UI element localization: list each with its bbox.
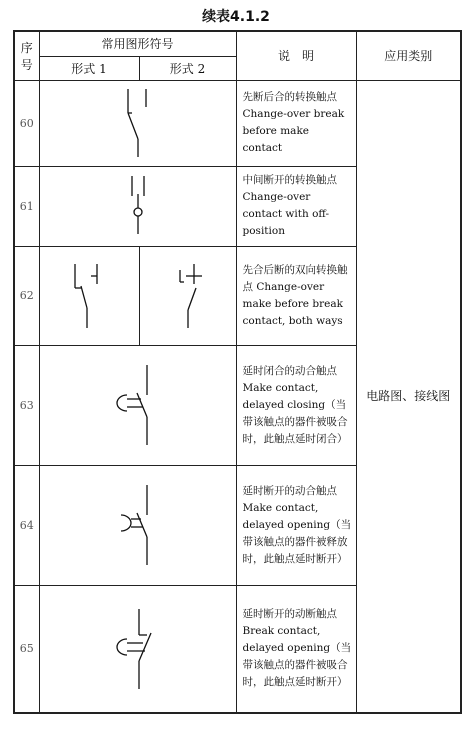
header-category: 应用类别: [356, 31, 461, 80]
header-seq-bottom: 号: [20, 57, 33, 72]
row-description: 中间断开的转换触点 Change-over contact with off-position: [236, 166, 356, 246]
make-before-break-form1-symbol: [59, 256, 119, 336]
break-contact-delayed-opening-symbol: [103, 599, 173, 699]
row-description: 先合后断的双向转换触点 Change-over make before break contact, both ways: [236, 246, 356, 345]
symbol-cell: [39, 80, 236, 166]
row-number: 62: [14, 246, 39, 345]
table-title: 续表4.1.2: [202, 9, 270, 25]
header-form1: 形式 1: [39, 56, 139, 80]
row-description: 延时断开的动合触点 Make contact, delayed opening（当带该触点的器件被释放时，此触点延时断开）: [236, 465, 356, 585]
make-contact-delayed-closing-symbol: [103, 355, 173, 455]
change-over-break-before-make-symbol: [108, 83, 168, 163]
symbol-form2-cell: [139, 246, 236, 345]
header-description: 说 明: [236, 31, 356, 80]
header-seq-top: 序: [20, 40, 33, 55]
symbol-cell: [39, 166, 236, 246]
row-number: 61: [14, 166, 39, 246]
symbol-cell: [39, 585, 236, 713]
row-description: 先断后合的转换触点 Change-over break before make contact: [236, 80, 356, 166]
row-number: 63: [14, 345, 39, 465]
table-row: [14, 80, 461, 166]
symbol-table: [13, 30, 462, 714]
category-cell: 电路图、接线图: [356, 80, 461, 713]
make-before-break-form2-symbol: [158, 256, 218, 336]
symbol-cell: [39, 465, 236, 585]
row-description: 延时闭合的动合触点 Make contact, delayed closing（当带该触点的器件被吸合时，此触点延时闭合）: [236, 345, 356, 465]
row-description: 延时断开的动断触点 Break contact, delayed opening（当带该触点的器件被吸合时，此触点延时断开）: [236, 585, 356, 713]
make-contact-delayed-opening-symbol: [103, 475, 173, 575]
row-number: 60: [14, 80, 39, 166]
header-form2: 形式 2: [139, 56, 236, 80]
symbol-cell: [39, 345, 236, 465]
row-number: 65: [14, 585, 39, 713]
change-over-off-position-symbol: [108, 168, 168, 244]
symbol-form1-cell: [39, 246, 139, 345]
header-symbols: 常用图形符号: [39, 31, 236, 56]
row-number: 64: [14, 465, 39, 585]
header-seq: [14, 31, 39, 80]
